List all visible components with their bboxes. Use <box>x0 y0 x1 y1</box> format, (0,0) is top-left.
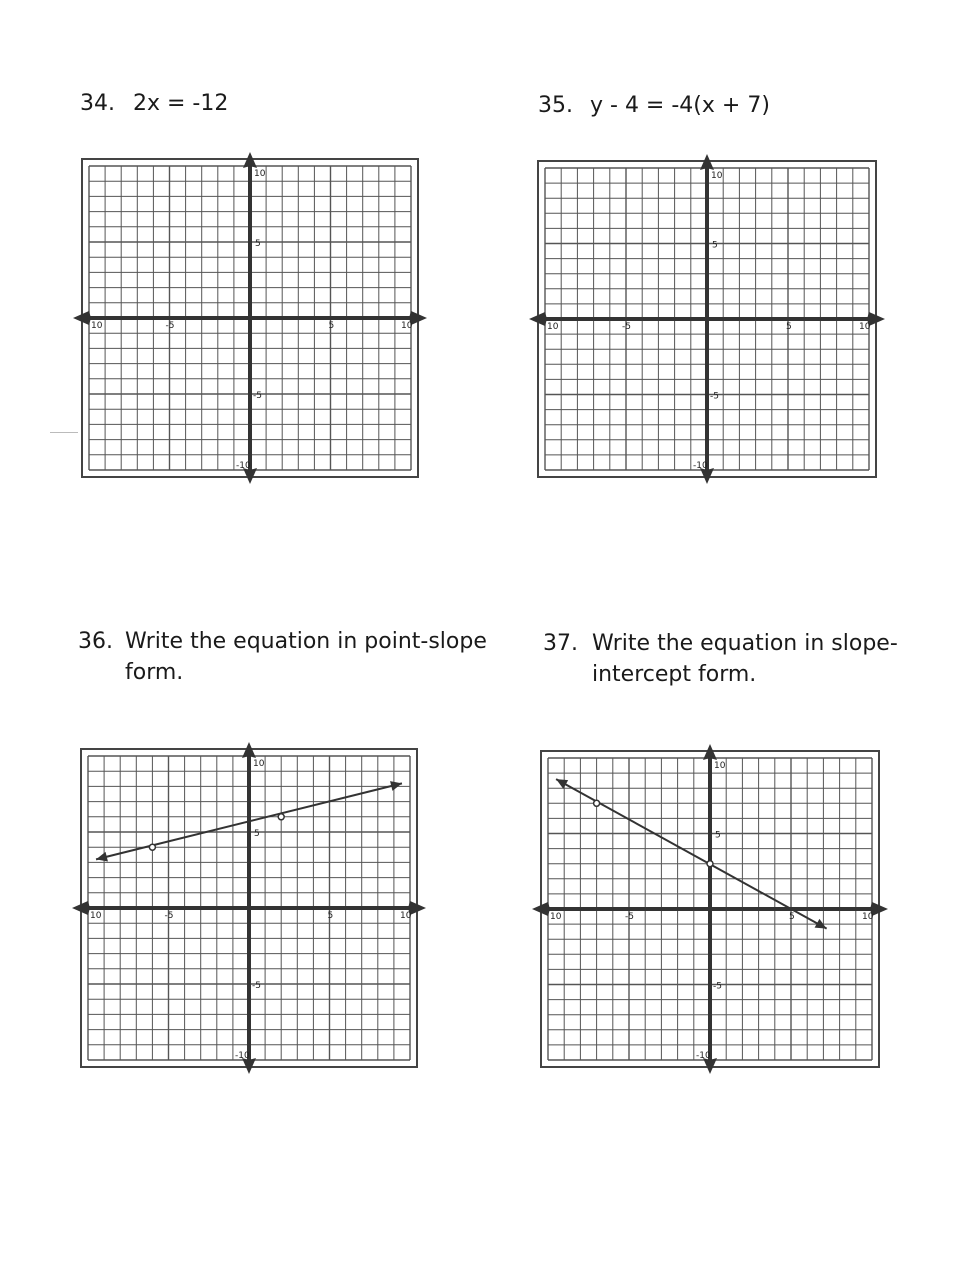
y-tick-label-neg5: -5 <box>253 391 262 401</box>
y-tick-label-neg5: -5 <box>710 391 719 402</box>
y-tick-label-pos5: 5 <box>254 829 260 839</box>
x-tick-label-neg5: -5 <box>164 911 174 921</box>
problem-number: 36. <box>78 629 113 654</box>
problem-equation: 2x = -12 <box>133 91 229 116</box>
x-tick-label-pos10: 10 <box>401 321 413 331</box>
y-tick-label-pos5: 5 <box>712 240 718 251</box>
plotted-point <box>278 814 284 820</box>
problem-37 <box>543 628 963 690</box>
y-tick-label-neg10: -10 <box>235 1051 250 1061</box>
x-tick-label-pos5: 5 <box>789 912 795 922</box>
coordinate-grid-34 <box>81 158 419 478</box>
y-tick-label-pos10: 10 <box>253 759 265 769</box>
coordinate-grid-36 <box>80 748 418 1068</box>
y-tick-label-neg10: -10 <box>696 1051 711 1061</box>
x-tick-label-pos10: 10 <box>862 912 874 922</box>
x-tick-label-pos5: 5 <box>786 322 792 332</box>
x-tick-label-neg10: 10 <box>91 321 103 331</box>
plotted-point <box>149 844 155 850</box>
x-tick-label-neg5: -5 <box>625 912 634 922</box>
grid-svg <box>540 750 880 1068</box>
grid-svg <box>80 748 418 1068</box>
plotted-point <box>707 861 713 867</box>
x-tick-label-pos5: 5 <box>327 911 334 921</box>
x-tick-label-neg5: -5 <box>622 322 631 332</box>
y-tick-label-neg5: -5 <box>252 981 261 991</box>
grid-svg <box>81 158 419 478</box>
problem-35 <box>538 90 770 121</box>
problem-instruction-continued: form. <box>125 660 184 685</box>
y-tick-label-neg10: -10 <box>693 461 708 471</box>
y-tick-label-pos5: 5 <box>715 830 721 841</box>
x-tick-label-pos10: 10 <box>400 911 412 921</box>
y-tick-label-pos10: 10 <box>254 169 266 179</box>
problem-36 <box>78 626 498 688</box>
coordinate-grid-37 <box>540 750 880 1068</box>
x-tick-label-neg5: -5 <box>165 321 175 331</box>
scan-speck <box>50 432 78 433</box>
x-tick-label-pos10: 10 <box>859 322 871 332</box>
x-tick-label-neg10: 10 <box>550 912 562 922</box>
problem-equation: y - 4 = -4(x + 7) <box>590 93 770 118</box>
line-arrow-start-icon <box>96 852 108 862</box>
problem-number: 34. <box>80 91 115 116</box>
plotted-point <box>594 800 600 806</box>
y-tick-label-pos5: 5 <box>255 239 261 249</box>
problem-number: 37. <box>543 631 578 656</box>
y-tick-label-neg5: -5 <box>713 981 722 992</box>
grid-svg <box>537 160 877 478</box>
x-tick-label-pos5: 5 <box>328 321 335 331</box>
y-tick-label-neg10: -10 <box>236 461 251 471</box>
problem-number: 35. <box>538 93 573 118</box>
problem-instruction-continued: intercept form. <box>592 662 757 687</box>
y-tick-label-pos10: 10 <box>711 171 723 181</box>
problem-instruction: Write the equation in slope- <box>592 631 898 656</box>
problem-instruction: Write the equation in point-slope <box>125 629 487 654</box>
problem-34 <box>80 88 228 119</box>
coordinate-grid-35 <box>537 160 877 478</box>
x-tick-label-neg10: 10 <box>547 322 559 332</box>
y-tick-label-pos10: 10 <box>714 761 726 771</box>
x-tick-label-neg10: 10 <box>90 911 102 921</box>
